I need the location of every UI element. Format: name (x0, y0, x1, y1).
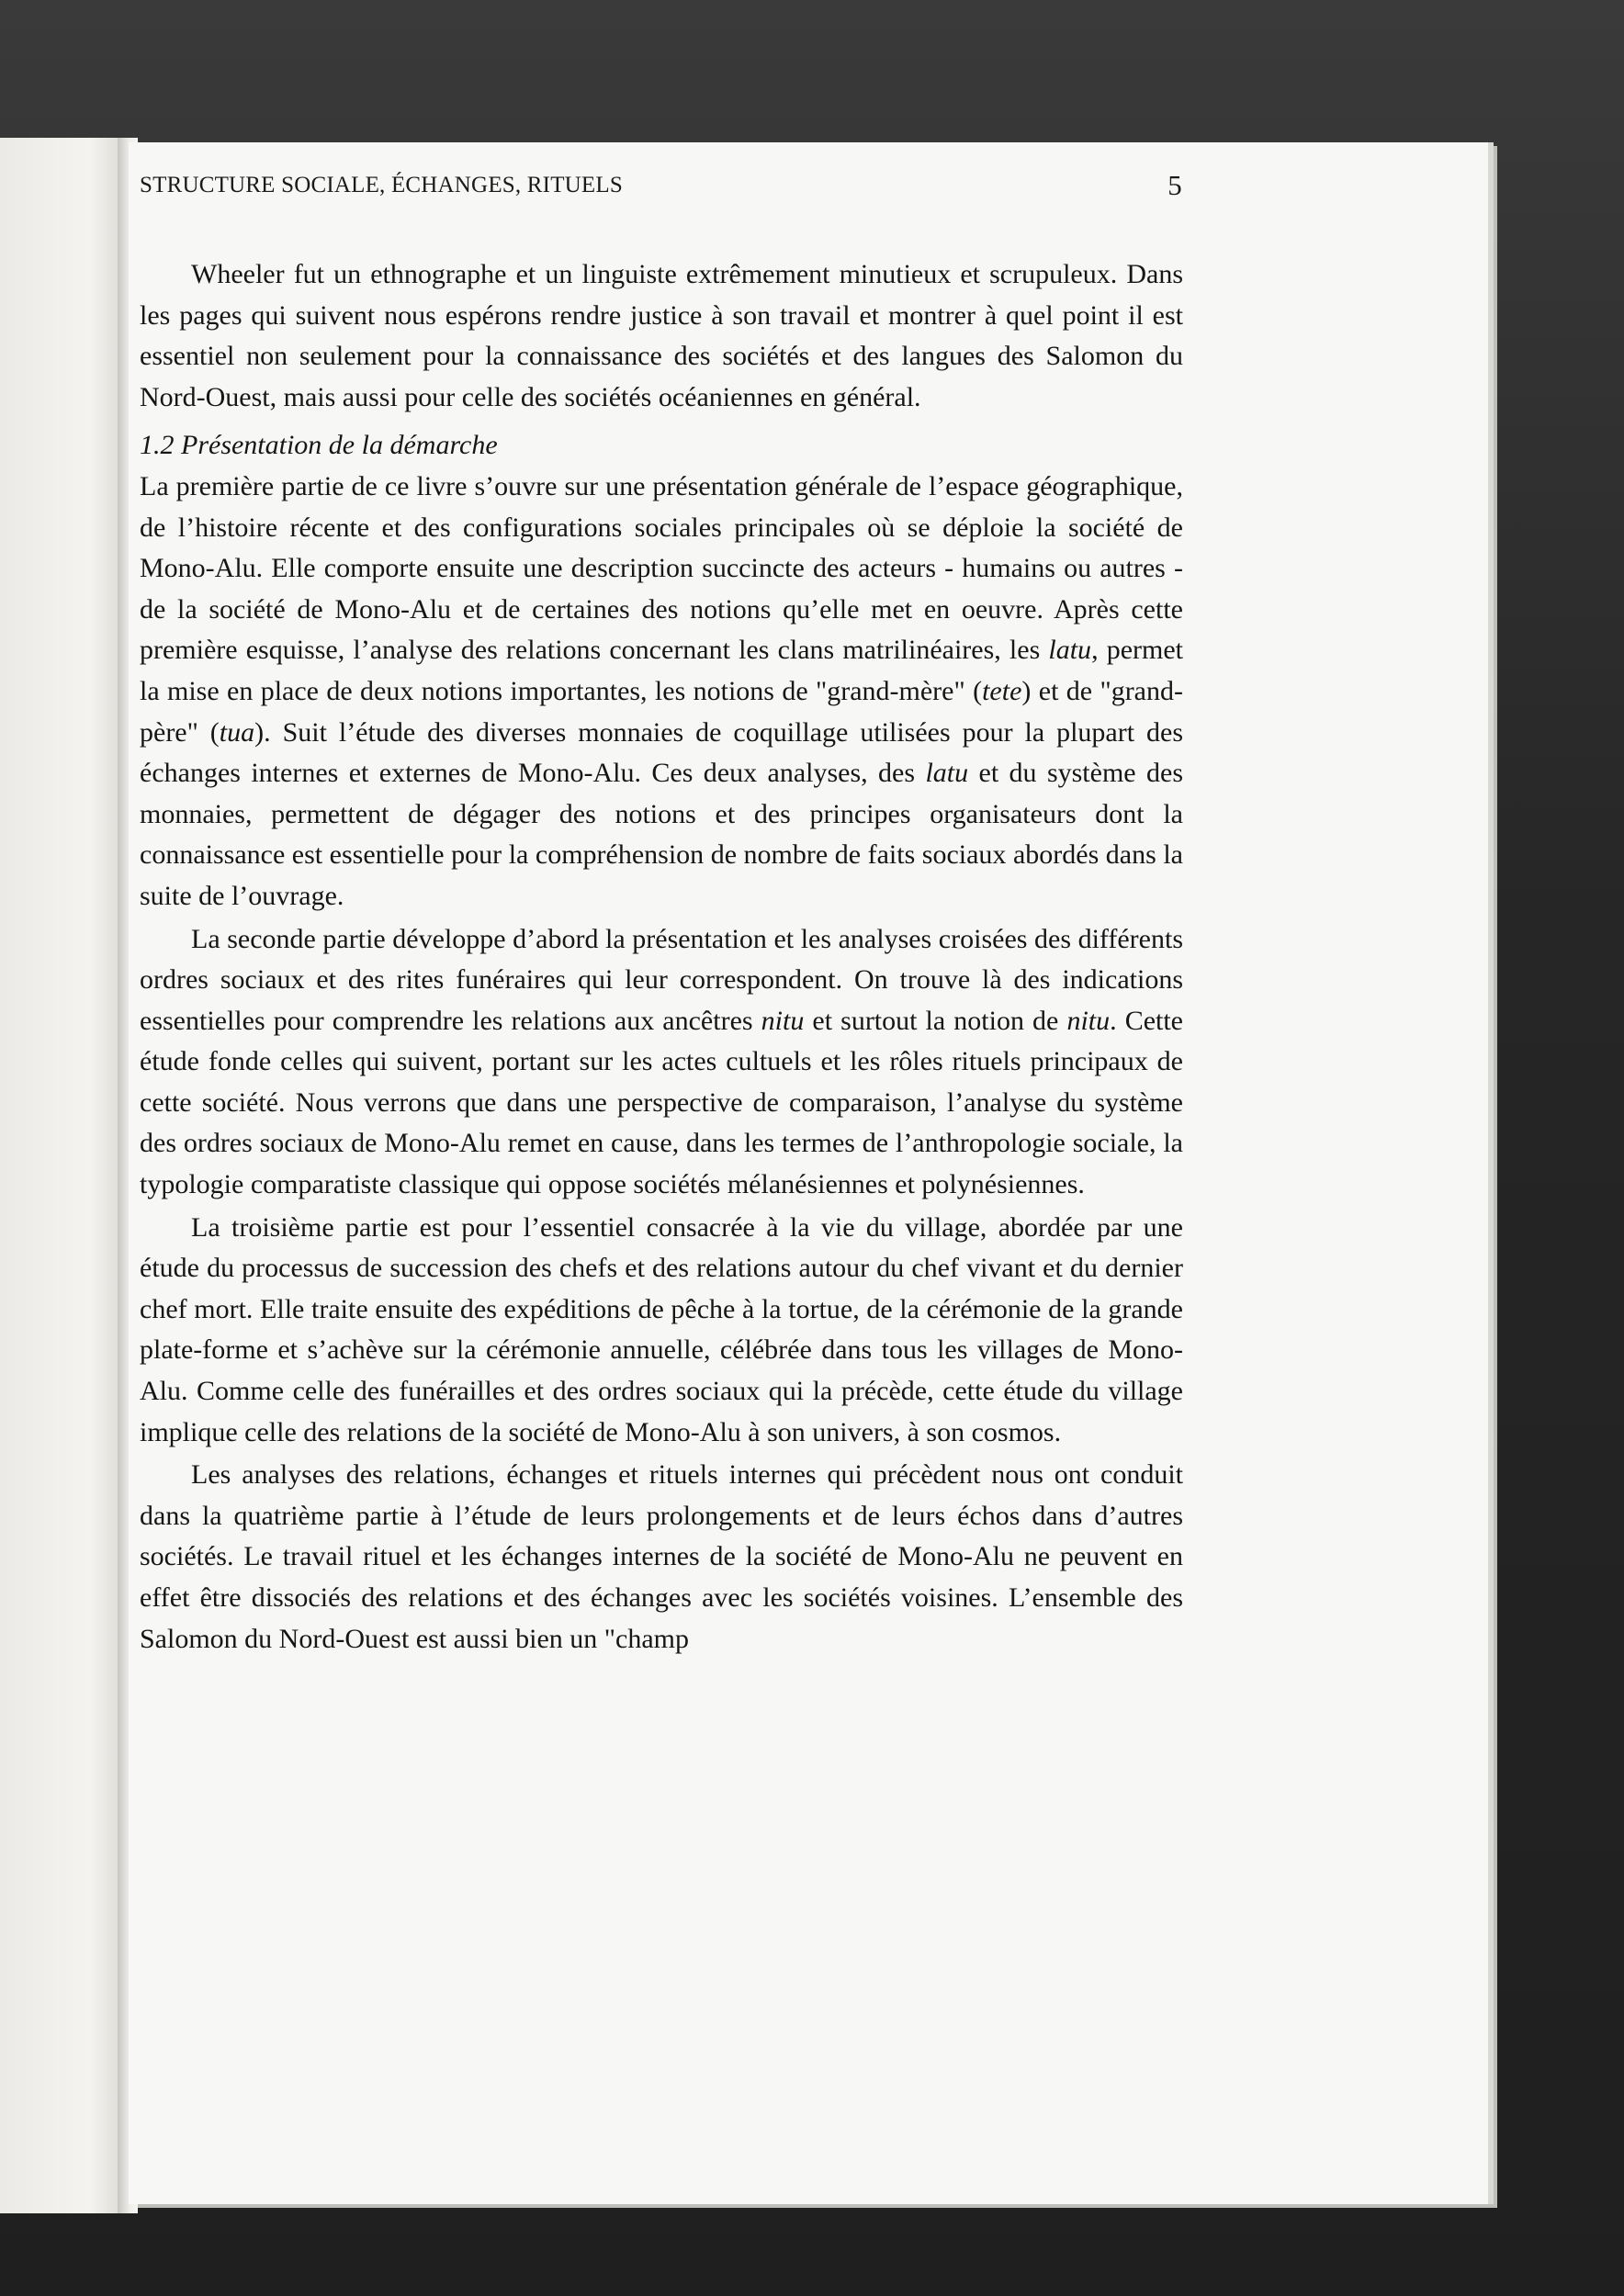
term-tua: tua (219, 716, 255, 748)
section-heading: 1.2 Présentation de la démarche (140, 430, 498, 461)
text-run: , permet la mise en place de deux notions importantes, les notions de "grand-mère" ( (140, 635, 1183, 706)
paragraph-part-one (140, 467, 1183, 917)
term-nitu: nitu (1066, 1005, 1111, 1036)
term-nitu: nitu (761, 1005, 805, 1036)
running-head (140, 169, 1182, 209)
text-run: . Cette étude fonde celles qui suivent, portant sur les actes cultuels et les rôles rituels principaux de cette société. Nous verrons que dans une perspective de comparaison, l’analyse du système des ordres sociaux de Mono-Alu remet en cause, dans les termes de l’anthropologie sociale, la typologie comparatiste classique qui oppose sociétés mélanésiennes et polynésiennes. (140, 1005, 1184, 1200)
body-text (140, 254, 1183, 1660)
text-run: et surtout la notion de (804, 1005, 1067, 1036)
text-run: La première partie de ce livre s’ouvre sur une présentation générale de l’espace géographique, de l’histoire récente et des configurations sociales principales où se déploie la société de Mono-Alu. Elle comporte ensuite une description succincte des acteurs - humains ou autres - de la société de Mono-Alu et de certaines des notions qu’elle met en oeuvre. Après cette première esquisse, l’analyse des relations concernant les clans matrilinéaires, les (140, 470, 1183, 666)
term-tete: tete (982, 675, 1022, 706)
text-run: ). Suit l’étude des diverses monnaies de coquillage utilisées pour la plupart des échanges internes et externes de Mono-Alu. Ces deux analyses, des (140, 716, 1183, 789)
paragraph-part-four: Les analyses des relations, échanges et rituels internes qui précèdent nous ont conduit dans la quatrième partie à l’étude de leurs prolongements et de leurs échos dans d’autres sociétés. Le travail rituel et les échanges internes de la société de Mono-Alu ne peuvent en effet être dissociés des relations et des échanges avec les sociétés voisines. L’ensemble des Salomon du Nord-Ouest est aussi bien un "champ (140, 1459, 1183, 1654)
text-run: ) et de "grand-père" ( (140, 675, 1183, 748)
facing-page-edge (0, 138, 129, 2213)
term-latu: latu (925, 758, 969, 789)
text-run: La seconde partie développe d’abord la présentation et les analyses croisées des différents ordres sociaux et des rites funéraires qui leur correspondent. On trouve là des indications essentielles pour comprendre les relations aux ancêtres (140, 923, 1183, 1036)
term-latu: latu (1048, 635, 1092, 666)
text-run: et du système des monnaies, permettent de dégager des notions et des principes organisateurs dont la connaissance est essentielle pour la compréhension de nombre de faits sociaux abordés dans la suite de l’ouvrage. (140, 758, 1184, 911)
running-head-title: STRUCTURE SOCIALE, ÉCHANGES, RITUELS (140, 173, 623, 197)
paragraph-part-two (140, 919, 1183, 1206)
page-number: 5 (1167, 169, 1182, 201)
paragraph-intro: Wheeler fut un ethnographe et un linguiste extrêmement minutieux et scrupuleux. Dans les pages qui suivent nous espérons rendre justice à son travail et montrer à quel point il est essentiel non seulement pour la connaissance des sociétés et des langues des Salomon du Nord-Ouest, mais aussi pour celle des sociétés océaniennes en général. (140, 259, 1183, 412)
paragraph-part-three: La troisième partie est pour l’essentiel consacrée à la vie du village, abordée par une étude du processus de succession des chefs et des relations autour du chef vivant et du dernier chef mort. Elle traite ensuite des expéditions de pêche à la tortue, de la cérémonie de la grande plate-forme et s’achève sur la cérémonie annuelle, célébrée dans tous les villages de Mono-Alu. Comme celle des funérailles et des ordres sociaux qui la précède, cette étude du village implique celle des relations de la société de Mono-Alu à son univers, à son cosmos. (140, 1211, 1183, 1447)
